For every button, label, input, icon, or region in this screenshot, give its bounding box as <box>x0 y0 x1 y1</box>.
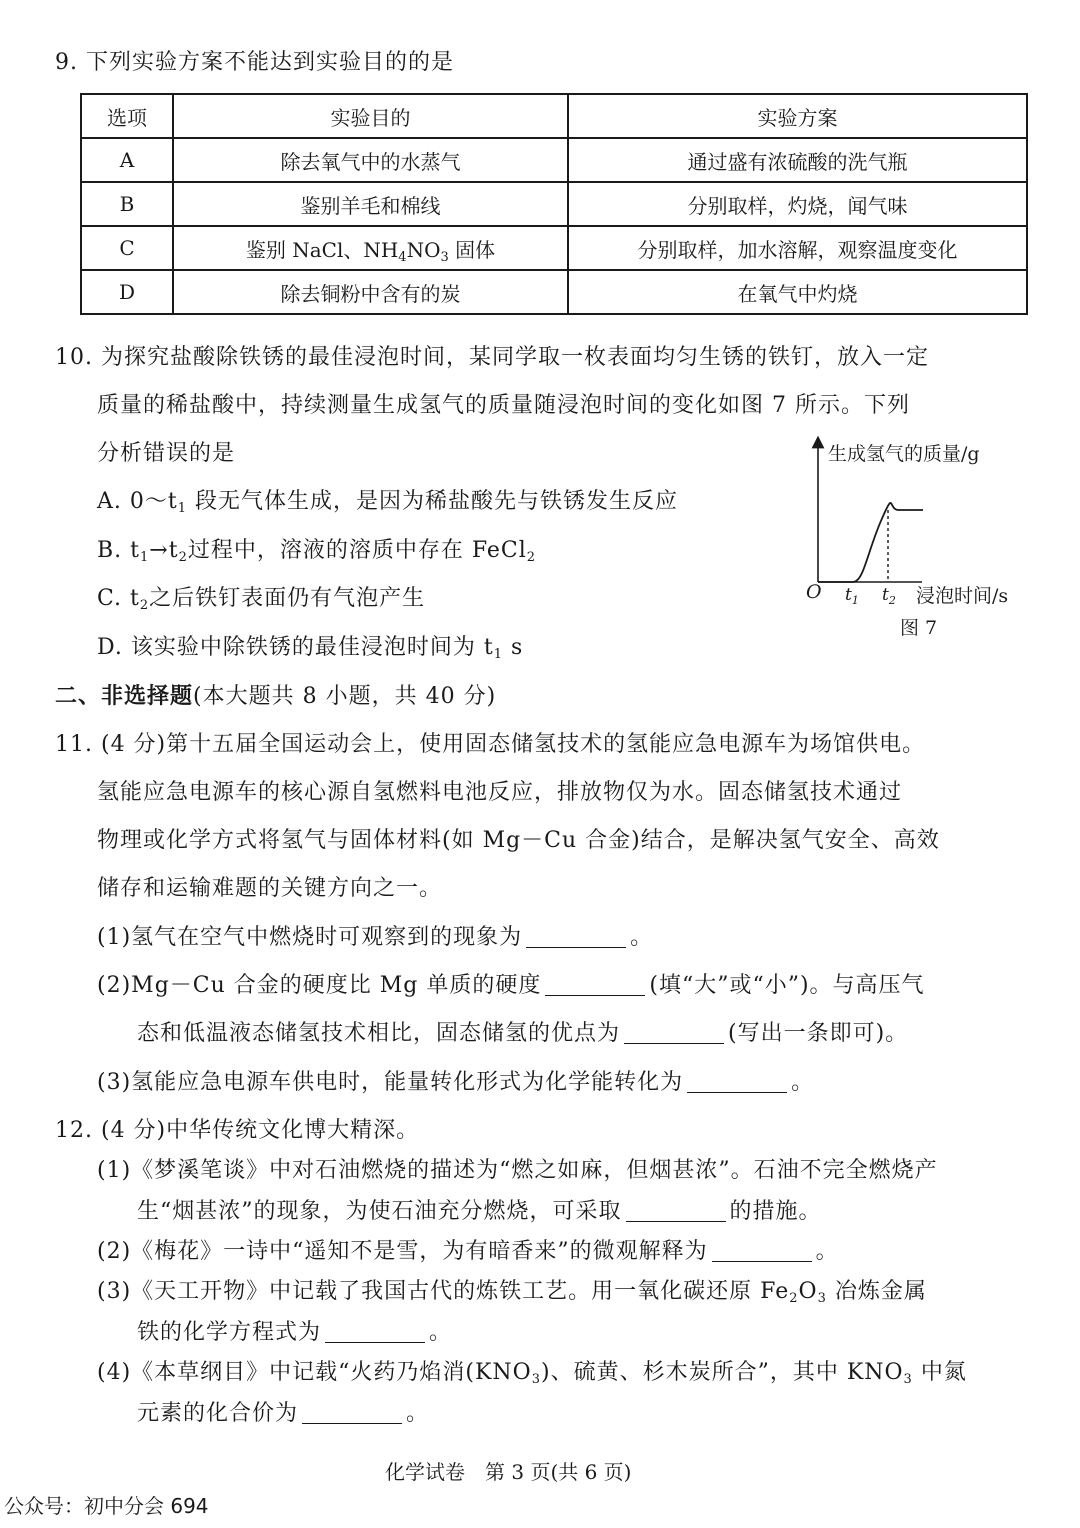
cell-option: B <box>81 182 173 226</box>
cell-goal: 除去铜粉中含有的炭 <box>173 270 568 314</box>
section-heading: 二、非选择题(本大题共 8 小题，共 40 分) <box>55 683 497 709</box>
table-row <box>81 226 1027 270</box>
q12-sub1b: 生“烟甚浓”的现象，为使石油充分燃烧，可采取 的措施。 <box>137 1199 822 1224</box>
q11-line3: 物理或化学方式将氢气与固体材料(如 Mg－Cu 合金)结合，是解决氢气安全、高效 <box>97 828 940 853</box>
cell-method: 通过盛有浓硫酸的洗气瓶 <box>568 138 1027 182</box>
cell-method: 在氧气中灼烧 <box>568 270 1027 314</box>
q11-sub1: (1)氢气在空气中燃烧时可观察到的现象为 。 <box>97 925 654 950</box>
figure-7-chart <box>800 432 1040 647</box>
cell-method: 分别取样，加水溶解，观察温度变化 <box>568 226 1027 270</box>
q12-sub4a: (4)《本草纲目》中记载“火药乃焰消$(KNO_3)$、硫黄、杉木炭所合”，其中 $KNO_3$ 中氮 <box>97 1360 967 1387</box>
q11-line1: 11. (4 分)第十五届全国运动会上，使用固态储氢技术的氢能应急电源车为场馆供电。 <box>55 732 926 757</box>
data-line <box>818 503 923 582</box>
origin-label: O <box>806 581 822 603</box>
q10-option-b: B. $t_1\to t_2$过程中，溶液的溶质中存在 FeCl$_2$ <box>97 538 537 565</box>
answer-blank[interactable] <box>626 1199 726 1222</box>
q10-option-c: C. $t_2$之后铁钉表面仍有气泡产生 <box>97 586 426 613</box>
watermark-text: 公众号：初中分会 694 <box>4 1494 209 1518</box>
answer-blank[interactable] <box>712 1239 812 1262</box>
tick-label-t2: $t_2$ <box>882 585 896 607</box>
q12-sub2: (2)《梅花》一诗中“遥知不是雪，为有暗香来”的微观解释为 。 <box>97 1239 839 1264</box>
y-axis-label: 生成氢气的质量/g <box>828 443 980 465</box>
cell-option: A <box>81 138 173 182</box>
q10-line2: 质量的稀盐酸中，持续测量生成氢气的质量随浸泡时间的变化如图 7 所示。下列 <box>97 393 910 418</box>
q10-line1: 10. 为探究盐酸除铁锈的最佳浸泡时间，某同学取一枚表面均匀生锈的铁钉，放入一定 <box>55 345 929 370</box>
answer-blank[interactable] <box>545 973 645 996</box>
tick-label-t1: $t_1$ <box>845 585 859 607</box>
table-header-row <box>81 94 1027 138</box>
answer-blank[interactable] <box>624 1021 724 1044</box>
q9-stem: 9. 下列实验方案不能达到实验目的的是 <box>55 50 454 75</box>
answer-blank[interactable] <box>325 1320 425 1343</box>
q11-line2: 氢能应急电源车的核心源自氢燃料电池反应，排放物仅为水。固态储氢技术通过 <box>97 780 903 805</box>
q11-sub2b: 态和低温液态储氢技术相比，固态储氢的优点为 (写出一条即可)。 <box>137 1021 909 1046</box>
cell-method: 分别取样，灼烧，闻气味 <box>568 182 1027 226</box>
cell-goal: 鉴别羊毛和棉线 <box>173 182 568 226</box>
answer-blank[interactable] <box>526 925 626 948</box>
x-axis-label: 浸泡时间/s <box>916 585 1009 607</box>
table-row <box>81 270 1027 314</box>
q10-option-d: D. 该实验中除铁锈的最佳浸泡时间为 $t_1$ s <box>97 635 524 662</box>
cell-goal: 除去氧气中的水蒸气 <box>173 138 568 182</box>
q12-sub1a: (1)《梦溪笔谈》中对石油燃烧的描述为“燃之如麻，但烟甚浓”。石油不完全燃烧产 <box>97 1158 938 1183</box>
cell-option: D <box>81 270 173 314</box>
experiment-table <box>80 93 1028 315</box>
q10-option-a: A. $0\sim t_1$ 段无气体生成，是因为稀盐酸先与铁锈发生反应 <box>97 489 678 516</box>
q12-sub4b: 元素的化合价为 。 <box>137 1401 430 1426</box>
q12-sub3a: (3)《天工开物》中记载了我国古代的炼铁工艺。用一氧化碳还原 $Fe_2O_3$ 冶炼金属 <box>97 1279 927 1306</box>
figure-caption: 图 7 <box>900 617 938 639</box>
header-option: 选项 <box>81 94 173 138</box>
q11-line4: 储存和运输难题的关键方向之一。 <box>97 876 443 901</box>
q12-stem: 12. (4 分)中华传统文化博大精深。 <box>55 1118 420 1143</box>
table-row <box>81 138 1027 182</box>
q11-sub2a: (2)Mg－Cu 合金的硬度比 Mg 单质的硬度 (填“大”或“小”)。与高压气 <box>97 973 925 998</box>
cell-option: C <box>81 226 173 270</box>
header-goal: 实验目的 <box>173 94 568 138</box>
page-footer: 化学试卷 第 3 页(共 6 页) <box>385 1460 632 1484</box>
q12-sub3b: 铁的化学方程式为 。 <box>137 1320 453 1345</box>
answer-blank[interactable] <box>302 1401 402 1424</box>
q11-sub3: (3)氢能应急电源车供电时，能量转化形式为化学能转化为 。 <box>97 1070 815 1095</box>
header-method: 实验方案 <box>568 94 1027 138</box>
q10-line3: 分析错误的是 <box>97 441 236 466</box>
table-row <box>81 182 1027 226</box>
cell-goal: 鉴别 NaCl、$NH_4NO_3$ 固体 <box>173 226 568 270</box>
answer-blank[interactable] <box>687 1070 787 1093</box>
